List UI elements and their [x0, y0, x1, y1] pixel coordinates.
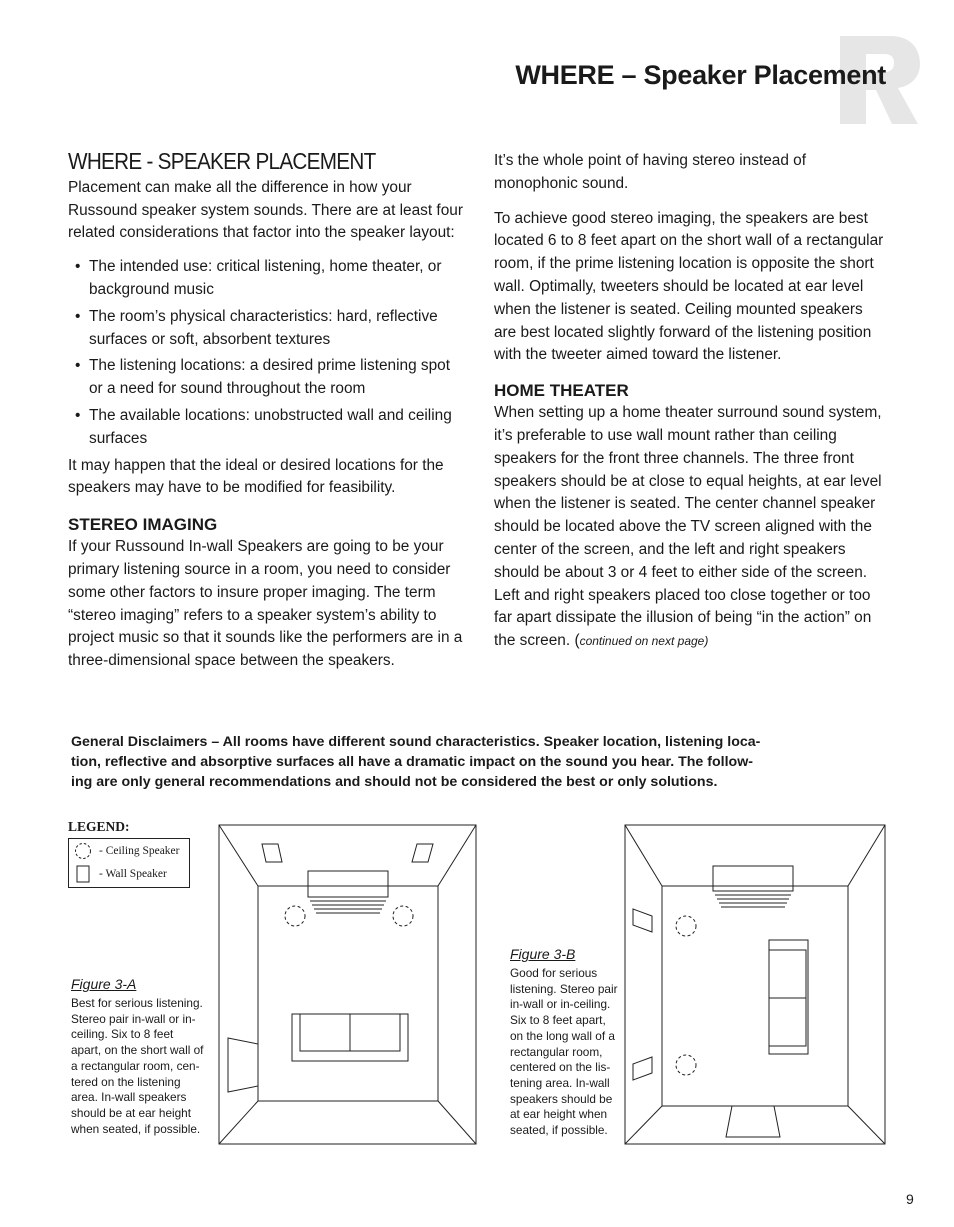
- general-disclaimer: General Disclaimers – All rooms have different sound characteristics. Speaker location, listening loca- tion, reflective and absorptive surfaces all have a dramatic impact on the sound you hear. The follow- ing are only general recommendations and should not be considered the best or only solutions.: [71, 734, 761, 790]
- bullet-icon: •: [75, 258, 81, 276]
- tv-screen: [713, 866, 793, 891]
- ceiling-speaker-icon: [676, 1055, 696, 1075]
- door: [228, 1038, 258, 1092]
- figure-3b-room-diagram: [624, 824, 887, 1146]
- door: [726, 1106, 780, 1137]
- figure-3b-caption: [510, 946, 625, 1139]
- right-column: [494, 150, 888, 653]
- intro-paragraph: Placement can make all the difference in how your Russound speaker system sounds. There are at least four related considerations that factor into the speaker layout:: [68, 178, 463, 242]
- wall-speaker-icon: [633, 909, 652, 932]
- wall-speaker-icon: [73, 865, 93, 883]
- legend-title: LEGEND:: [68, 819, 130, 834]
- room-floor: [662, 886, 848, 1106]
- stereo-purpose-paragraph: It’s the whole point of having stereo instead of monophonic sound.: [494, 152, 807, 192]
- considerations-list: [68, 256, 464, 450]
- stereo-imaging-paragraph: If your Russound In-wall Speakers are going to be your primary listening source in a room, you need to consider some other factors to insure proper imaging. The term “stereo imaging” refers to a speaker system’s ability to project music so that it sounds like the performers are in a three-dimensional space between the speakers.: [68, 538, 463, 670]
- ceiling-speaker-icon: [393, 906, 413, 926]
- figure-3a-text: Best for serious listening. Stereo pair in-wall or in- ceiling. Six to 8 feet apart, on the short wall of a rectangular room, cen- tered on the listening area. In-wall speakers should be at ear height when seated, if possible.: [71, 996, 204, 1136]
- list-item: • The room’s physical characteristics: hard, reflective surfaces or soft, absorbent textures: [75, 307, 438, 348]
- page-number: 9: [906, 1191, 914, 1207]
- figure-3b-label: Figure 3-B: [510, 946, 576, 962]
- feasibility-paragraph: It may happen that the ideal or desired locations for the speakers may have to be modified for feasibility.: [68, 456, 444, 497]
- legend-box: [68, 838, 190, 888]
- list-item: • The available locations: unobstructed wall and ceiling surfaces: [75, 406, 452, 447]
- legend: [68, 819, 198, 888]
- tv-screen: [308, 871, 388, 897]
- wall-speaker-icon: [412, 844, 433, 862]
- section-title: WHERE - SPEAKER PLACEMENT: [68, 148, 376, 174]
- list-item: • The intended use: critical listening, home theater, or background music: [75, 258, 442, 298]
- legend-ceiling-label: - Ceiling Speaker: [99, 844, 180, 857]
- home-theater-heading: HOME THEATER: [494, 381, 629, 401]
- figure-3b-text: Good for serious listening. Stereo pair in-wall or in-ceiling. Six to 8 feet apart, on the long wall of a rectangular room, centered on the lis- tening area. In-wall speakers should be at ear height when seated, if possible.: [510, 966, 618, 1138]
- wall-speaker-icon: [262, 844, 282, 862]
- page-header-title: WHERE – Speaker Placement: [515, 60, 886, 90]
- ceiling-speaker-icon: [285, 906, 305, 926]
- left-column: [68, 150, 464, 673]
- figure-3a-room-diagram: [218, 824, 478, 1146]
- stereo-placement-paragraph: To achieve good stereo imaging, the speakers are best located 6 to 8 feet apart on the short wall of a rectangular room, if the prime listening location is opposite the short wall. Optimally, tweeters should be located at ear level when the listener is seated. Ceiling mounted speakers are best located slightly forward of the listening position with the tweeter aimed toward the listener.: [494, 209, 884, 364]
- ceiling-speaker-icon: [676, 916, 696, 936]
- list-item: • The listening locations: a desired prime listening spot or a need for sound throughout the room: [75, 357, 451, 398]
- bullet-icon: •: [75, 307, 81, 325]
- bullet-icon: •: [75, 406, 81, 424]
- ceiling-speaker-icon: [73, 842, 93, 860]
- continued-note: continued on next page): [579, 634, 709, 649]
- stereo-imaging-heading: STEREO IMAGING: [68, 515, 218, 535]
- room-outer-wall: [625, 825, 885, 1144]
- figure-3a-label: Figure 3-A: [71, 976, 137, 992]
- bullet-icon: •: [75, 357, 81, 375]
- legend-wall-label: - Wall Speaker: [99, 867, 167, 880]
- figure-3a-caption: [71, 976, 216, 1137]
- home-theater-paragraph: When setting up a home theater surround sound system, it’s preferable to use wall mount rather than ceiling speakers for the front three channels. The three front speakers should be at close to equal heights, at ear level when the listener is seated. The center channel speaker should be located above the TV screen aligned with the center of the screen, and the left and right speakers should be about 3 or 4 feet to either side of the screen. Left and right speakers placed too close together or too far apart dissipate the illusion of being “in the action” on the screen. (continued on next page): [494, 404, 882, 650]
- couch: [769, 940, 808, 1054]
- wall-speaker-icon: [633, 1057, 652, 1080]
